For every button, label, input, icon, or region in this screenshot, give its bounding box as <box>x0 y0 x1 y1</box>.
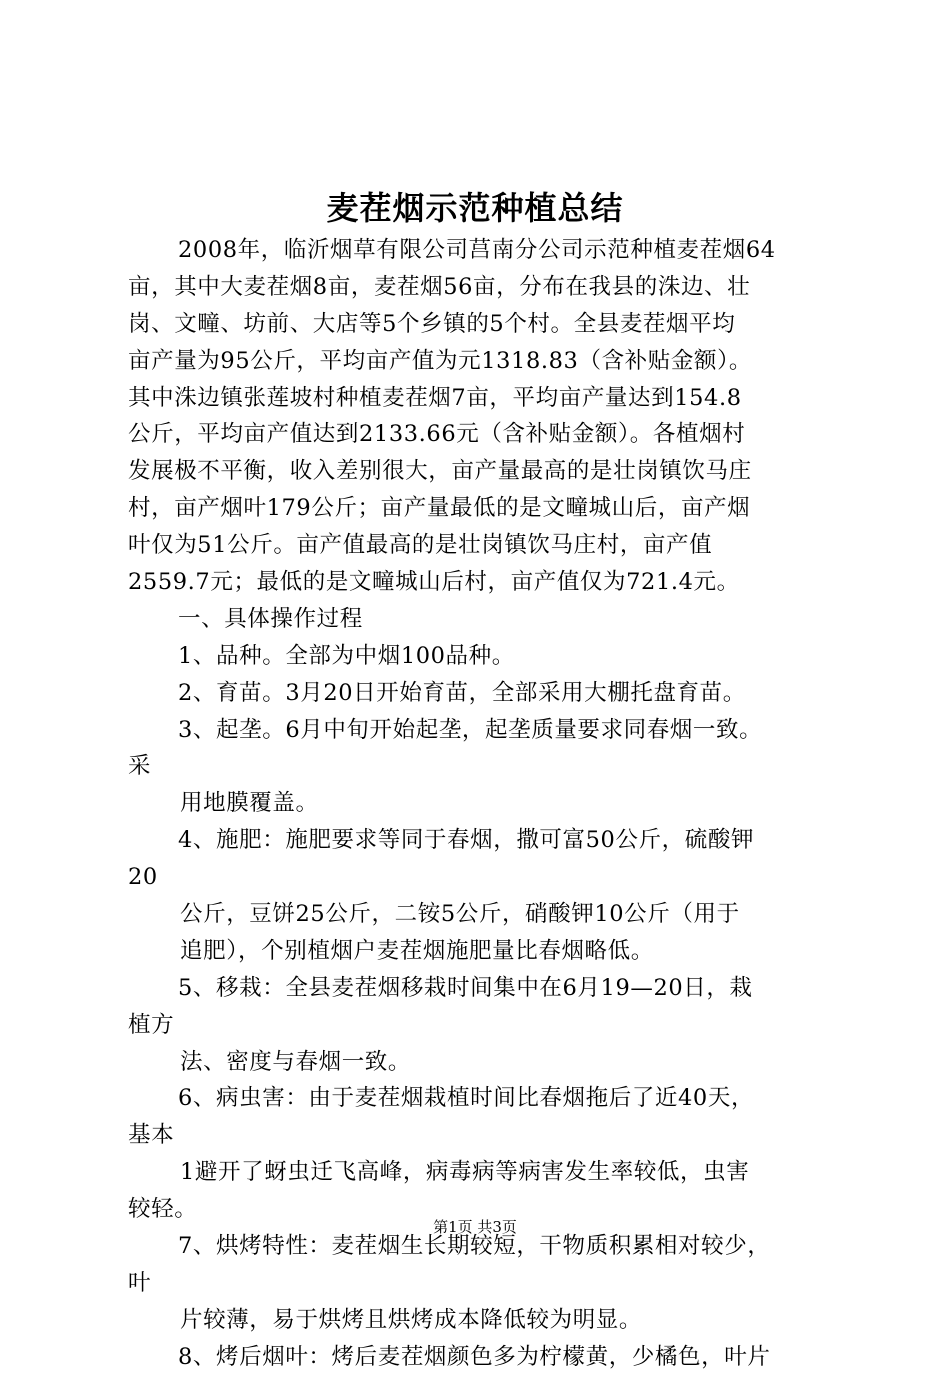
list-item: 2、育苗。3月20日开始育苗，全部采用大棚托盘育苗。 <box>178 679 746 706</box>
list-item-continuation: 用地膜覆盖。 <box>180 790 319 817</box>
list-item-continuation: 叶 <box>128 1269 152 1296</box>
list-item-continuation: 基本 <box>128 1122 175 1149</box>
paragraph-line: 其中洙边镇张莲坡村种植麦茬烟7亩，平均亩产量达到154.8 <box>128 384 742 411</box>
list-item-continuation: 法、密度与春烟一致。 <box>180 1048 412 1075</box>
list-item: 8、烤后烟叶：烤后麦茬烟颜色多为柠檬黄，少橘色，叶片 <box>178 1343 771 1370</box>
paragraph-line: 村，亩产烟叶179公斤；亩产量最低的是文疃城山后，亩产烟 <box>128 495 751 522</box>
list-item-continuation: 追肥），个别植烟户麦茬烟施肥量比春烟略低。 <box>180 937 654 964</box>
list-item-continuation: 1避开了蚜虫迁飞高峰，病毒病等病害发生率较低，虫害 <box>180 1159 750 1186</box>
list-item: 4、施肥：施肥要求等同于春烟，撒可富50公斤，硫酸钾 <box>178 827 755 854</box>
list-item-continuation: 20 <box>128 864 158 891</box>
list-item: 6、病虫害：由于麦茬烟栽植时间比春烟拖后了近40天， <box>178 1085 755 1112</box>
list-item-continuation: 采 <box>128 753 152 780</box>
paragraph-line: 公斤，平均亩产值达到2133.66元（含补贴金额）。各植烟村 <box>128 421 746 448</box>
list-item: 3、起垄。6月中旬开始起垄，起垄质量要求同春烟一致。 <box>178 716 763 743</box>
list-item: 5、移栽：全县麦茬烟移栽时间集中在6月19—20日，栽 <box>178 974 753 1001</box>
paragraph-line: 发展极不平衡，收入差别很大，亩产量最高的是壮岗镇饮马庄 <box>128 458 752 485</box>
paragraph-line: 2559.7元；最低的是文疃城山后村，亩产值仅为721.4元。 <box>128 569 740 596</box>
paragraph-line: 2008年，临沂烟草有限公司莒南分公司示范种植麦茬烟64 <box>178 237 776 263</box>
paragraph-line: 岗、文疃、坊前、大店等5个乡镇的5个村。全县麦茬烟平均 <box>128 310 736 337</box>
paragraph-line: 叶仅为51公斤。亩产值最高的是壮岗镇饮马庄村，亩产值 <box>128 532 713 559</box>
list-item-continuation: 公斤，豆饼25公斤，二铵5公斤，硝酸钾10公斤（用于 <box>180 901 740 928</box>
document-title: 麦茬烟示范种植总结 <box>326 189 624 227</box>
document-body <box>128 232 840 1376</box>
list-item-continuation: 植方 <box>128 1011 175 1038</box>
section-heading: 一、具体操作过程 <box>178 605 363 632</box>
list-item-continuation: 较轻。 <box>128 1196 198 1223</box>
list-item-continuation: 片较薄，易于烘烤且烘烤成本降低较为明显。 <box>180 1306 643 1333</box>
paragraph-line: 亩产量为95公斤，平均亩产值为元1318.83（含补贴金额）。 <box>128 347 753 374</box>
page-number-footer: 第1页 共3页 <box>433 1218 517 1236</box>
paragraph-line: 亩，其中大麦茬烟8亩，麦茬烟56亩，分布在我县的洙边、壮 <box>128 273 751 300</box>
list-item: 7、烘烤特性：麦茬烟生长期较短，干物质积累相对较少， <box>178 1233 771 1260</box>
list-item: 1、品种。全部为中烟100品种。 <box>178 642 515 669</box>
